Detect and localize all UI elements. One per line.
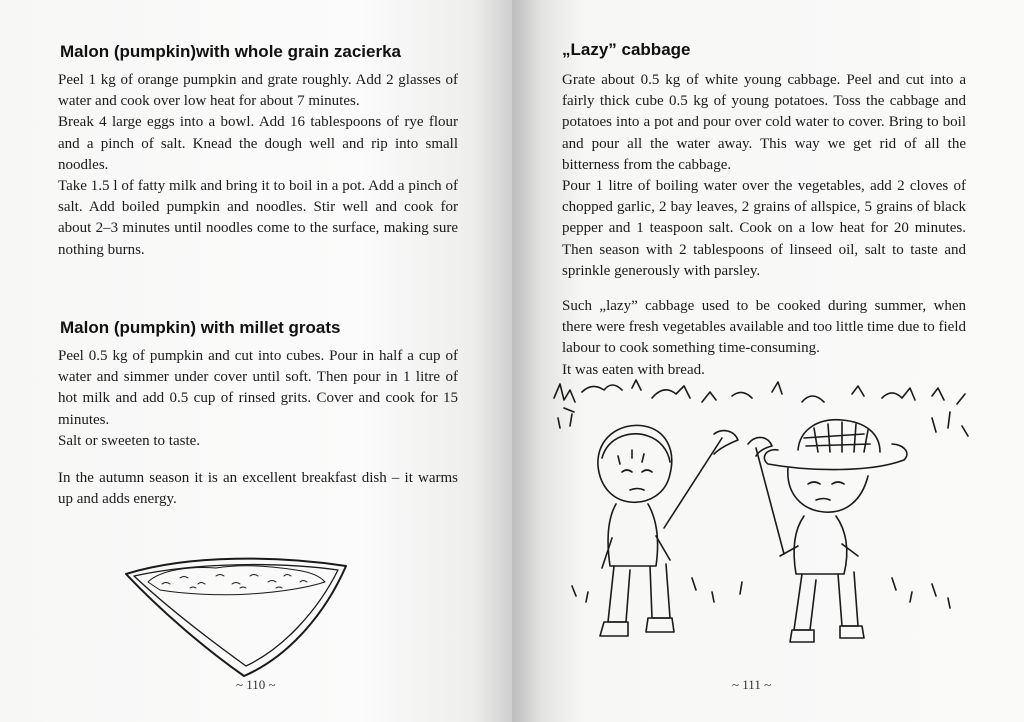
recipe-body-pumpkin-zacierka xyxy=(58,70,458,261)
recipe-paragraph: Peel 1 kg of orange pumpkin and grate roughly. Add 2 glasses of water and cook over low heat for about 7 minutes. xyxy=(58,72,458,110)
recipe-body-pumpkin-millet xyxy=(58,346,458,452)
recipe-paragraph: Break 4 large eggs into a bowl. Add 16 tablespoons of rye flour and a pinch of salt. Knead the dough well and rip into small noodles. xyxy=(58,114,458,173)
recipe-title-pumpkin-millet: Malon (pumpkin) with millet groats xyxy=(60,318,341,337)
recipe-paragraph: Take 1.5 l of fatty milk and bring it to boil in a pot. Add a pinch of salt. Add boiled pumpkin and noodles. Stir well and cook for about 2–3 minutes until noodles come to the surface, making sure nothing burns. xyxy=(58,178,458,258)
recipe-paragraph: Salt or sweeten to taste. xyxy=(58,432,201,449)
recipe-paragraph: It was eaten with bread. xyxy=(562,361,705,378)
recipe-paragraph: Such „lazy” cabbage used to be cooked during summer, when there were fresh vegetables available and too little time due to field labour to cook something time-consuming. xyxy=(562,298,966,357)
recipe-body-lazy-cabbage xyxy=(562,70,966,282)
recipe-note xyxy=(58,468,458,510)
recipe-title-lazy-cabbage: „Lazy” cabbage xyxy=(562,40,691,59)
recipe-paragraph: Pour 1 litre of boiling water over the vegetables, add 2 cloves of chopped garlic, 2 bay leaves, 2 grains of allspice, 5 grains of black pepper and 1 teaspoon salt. Cook on a low heat for 20 minutes. Then season with 2 tablespoons of linseed oil, salt to taste and sprinkle generously with parsley. xyxy=(562,178,966,279)
page-number: ~ 111 ~ xyxy=(732,677,772,692)
recipe-story xyxy=(562,296,966,381)
recipe-paragraph: Grate about 0.5 kg of white young cabbage. Peel and cut into a fairly thick cube 0.5 kg of young potatoes. Toss the cabbage and potatoes into a pot and pour over cold water to cover. Bring to boil and pour all the water away. This way we get rid of all the bitterness from the cabbage. xyxy=(562,72,966,173)
recipe-title-pumpkin-zacierka: Malon (pumpkin)with whole grain zacierka xyxy=(60,42,401,61)
melon-slice-illustration xyxy=(120,552,350,680)
recipe-paragraph: In the autumn season it is an excellent breakfast dish – it warms up and adds energy. xyxy=(58,470,458,508)
page-number: ~ 110 ~ xyxy=(236,677,276,692)
right-page xyxy=(512,0,1024,722)
field-workers-illustration xyxy=(552,378,977,660)
recipe-paragraph: Peel 0.5 kg of pumpkin and cut into cubes. Pour in half a cup of water and simmer under cover until soft. Then pour in 1 litre of hot milk and add 0.5 cup of rinsed grits. Cover and cook for 15 minutes. xyxy=(58,348,458,428)
